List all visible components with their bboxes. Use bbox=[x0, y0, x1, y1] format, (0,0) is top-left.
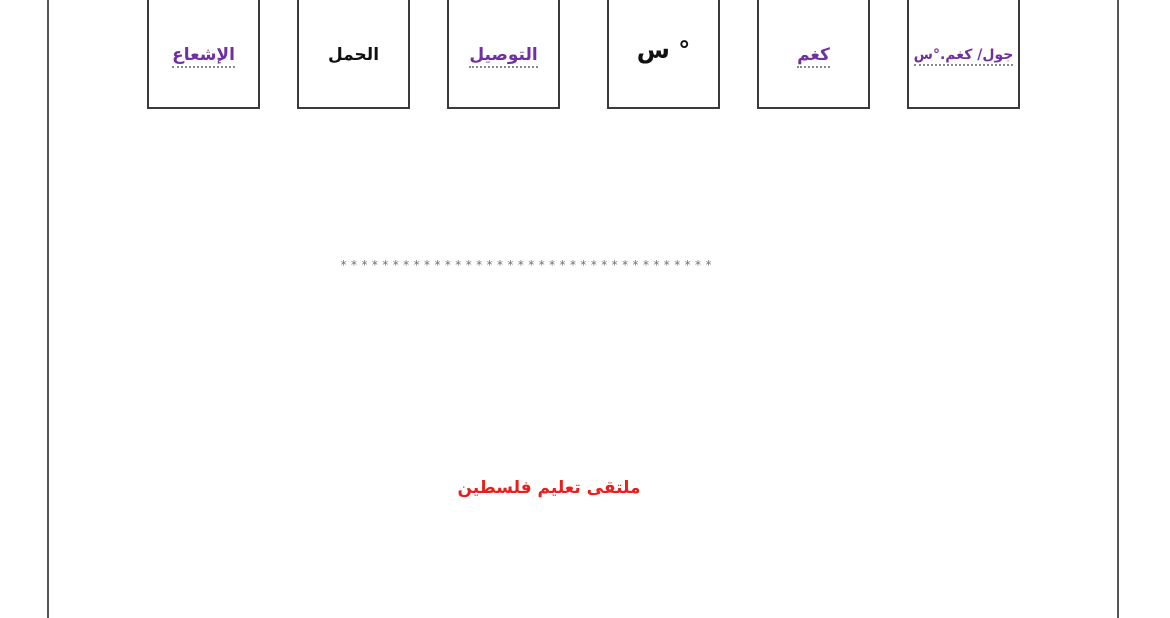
convection-label: الحمل bbox=[327, 45, 380, 65]
answer-box-celsius bbox=[607, 0, 720, 109]
answer-box-radiation bbox=[147, 0, 260, 109]
conduction-link[interactable]: التوصيل bbox=[469, 45, 537, 68]
radiation-link[interactable]: الإشعاع bbox=[172, 45, 235, 68]
answer-box-conduction bbox=[447, 0, 560, 109]
answer-box-specific-heat-unit bbox=[907, 0, 1020, 109]
specific-heat-unit-link[interactable]: جول/ كغم.°س bbox=[914, 47, 1014, 66]
answer-box-convection bbox=[297, 0, 410, 109]
site-watermark: ملتقى تعليم فلسطين bbox=[457, 478, 641, 498]
kilogram-link[interactable]: كغم bbox=[797, 45, 830, 68]
separator-dots: ************************************ bbox=[340, 258, 716, 272]
celsius-unit-label: ° س bbox=[636, 36, 691, 64]
answer-box-kilogram bbox=[757, 0, 870, 109]
